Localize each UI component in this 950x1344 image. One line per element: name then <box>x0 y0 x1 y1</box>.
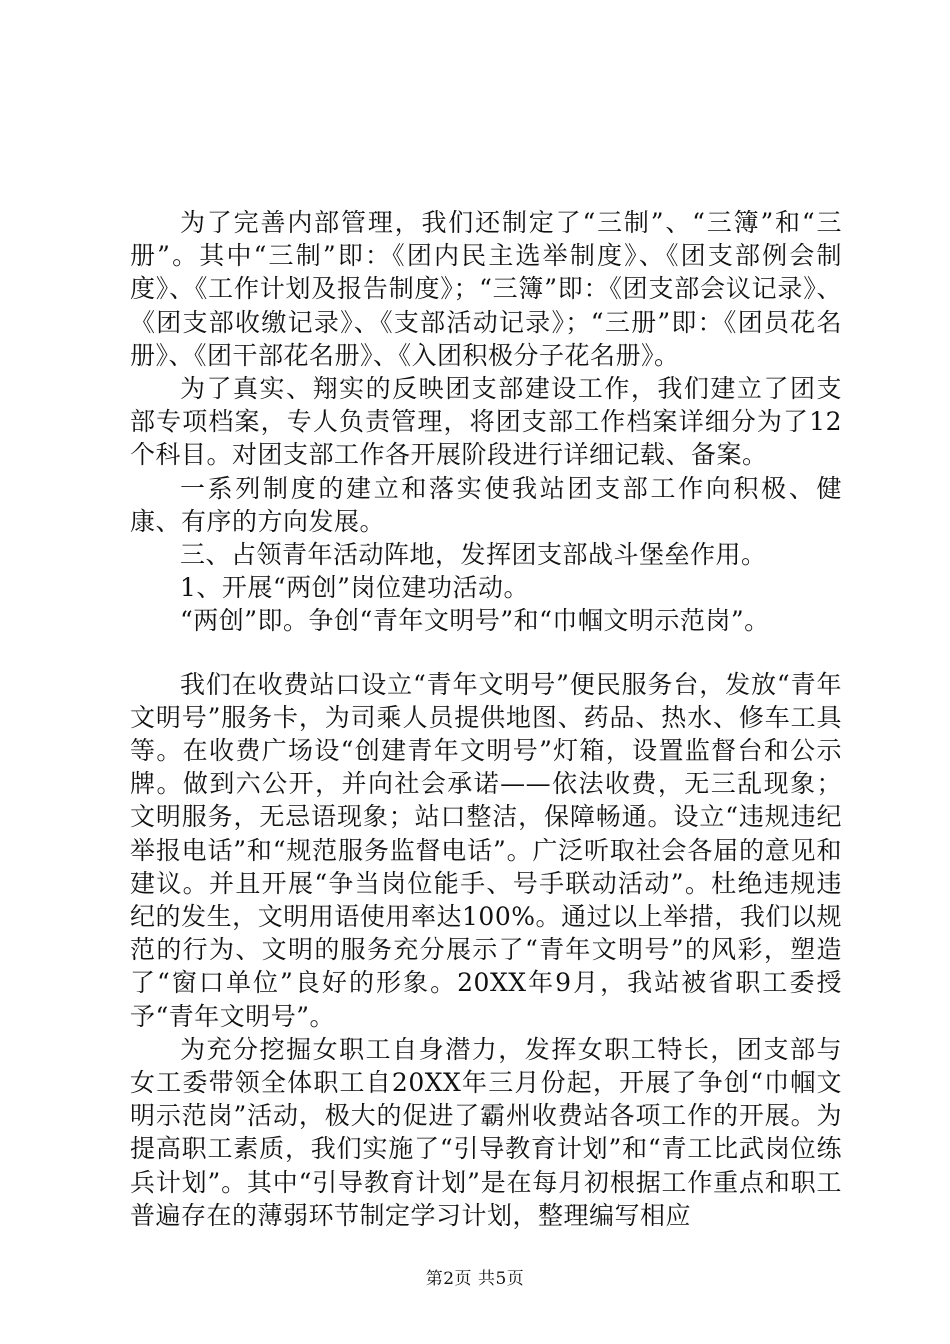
section-heading-three: 三、占领青年活动阵地，发挥团支部战斗堡垒作用。 <box>180 540 767 570</box>
paragraph-gap <box>130 638 842 668</box>
document-body <box>130 206 842 1232</box>
paragraph-development: 一系列制度的建立和落实使我站团支部工作向积极、健康、有序的方向发展。 <box>130 473 842 536</box>
paragraph-management-system: 为了完善内部管理，我们还制定了“三制”、“三簿”和“三册”。其中“三制”即：《团内民主选举制度》、《团支部例会制度》、《工作计划及报告制度》；“三簿”即：《团支部会议记录》、《团支部收缴记录》、《支部活动记录》；“三册”即：《团员花名册》、《团干部花名册》、《入团积极分子花名册》。 <box>130 208 842 370</box>
subheading-two-creations: 1、开展“两创”岗位建功活动。 <box>180 573 529 603</box>
paragraph-women-model-post: 为充分挖掘女职工自身潜力，发挥女职工特长，团支部与女工委带领全体职工自20XX年三月份起，开展了争创“巾帼文明示范岗”活动，极大的促进了霸州收费站各项工作的开展。为提高职工素质，我们实施了“引导教育计划”和“青工比武岗位练兵计划”。其中“引导教育计划”是在每月初根据工作重点和职工普遍存在的薄弱环节制定学习计划，整理编写相应 <box>130 1034 842 1230</box>
paragraph-archive: 为了真实、翔实的反映团支部建设工作，我们建立了团支部专项档案，专人负责管理，将团支部工作档案详细分为了12个科目。对团支部工作各开展阶段进行详细记载、备案。 <box>130 374 842 470</box>
paragraph-two-creations-definition: “两创”即。争创“青年文明号”和“巾帼文明示范岗”。 <box>180 606 770 636</box>
page-number-footer: 第2页 共5页 <box>425 1269 525 1289</box>
paragraph-youth-civilization: 我们在收费站口设立“青年文明号”便民服务台，发放“青年文明号”服务卡，为司乘人员提供地图、药品、热水、修车工具等。在收费广场设“创建青年文明号”灯箱，设置监督台和公示牌。做到六公开，并向社会承诺——依法收费，无三乱现象；文明服务，无忌语现象；站口整洁，保障畅通。设立“违规违纪举报电话”和“规范服务监督电话”。广泛听取社会各届的意见和建议。并且开展“争当岗位能手、号手联动活动”。杜绝违规违纪的发生，文明用语使用率达100%。通过以上举措，我们以规范的行为、文明的服务充分展示了“青年文明号”的风彩，塑造了“窗口单位”良好的形象。20XX年9月，我站被省职工委授予“青年文明号”。 <box>130 669 842 1031</box>
